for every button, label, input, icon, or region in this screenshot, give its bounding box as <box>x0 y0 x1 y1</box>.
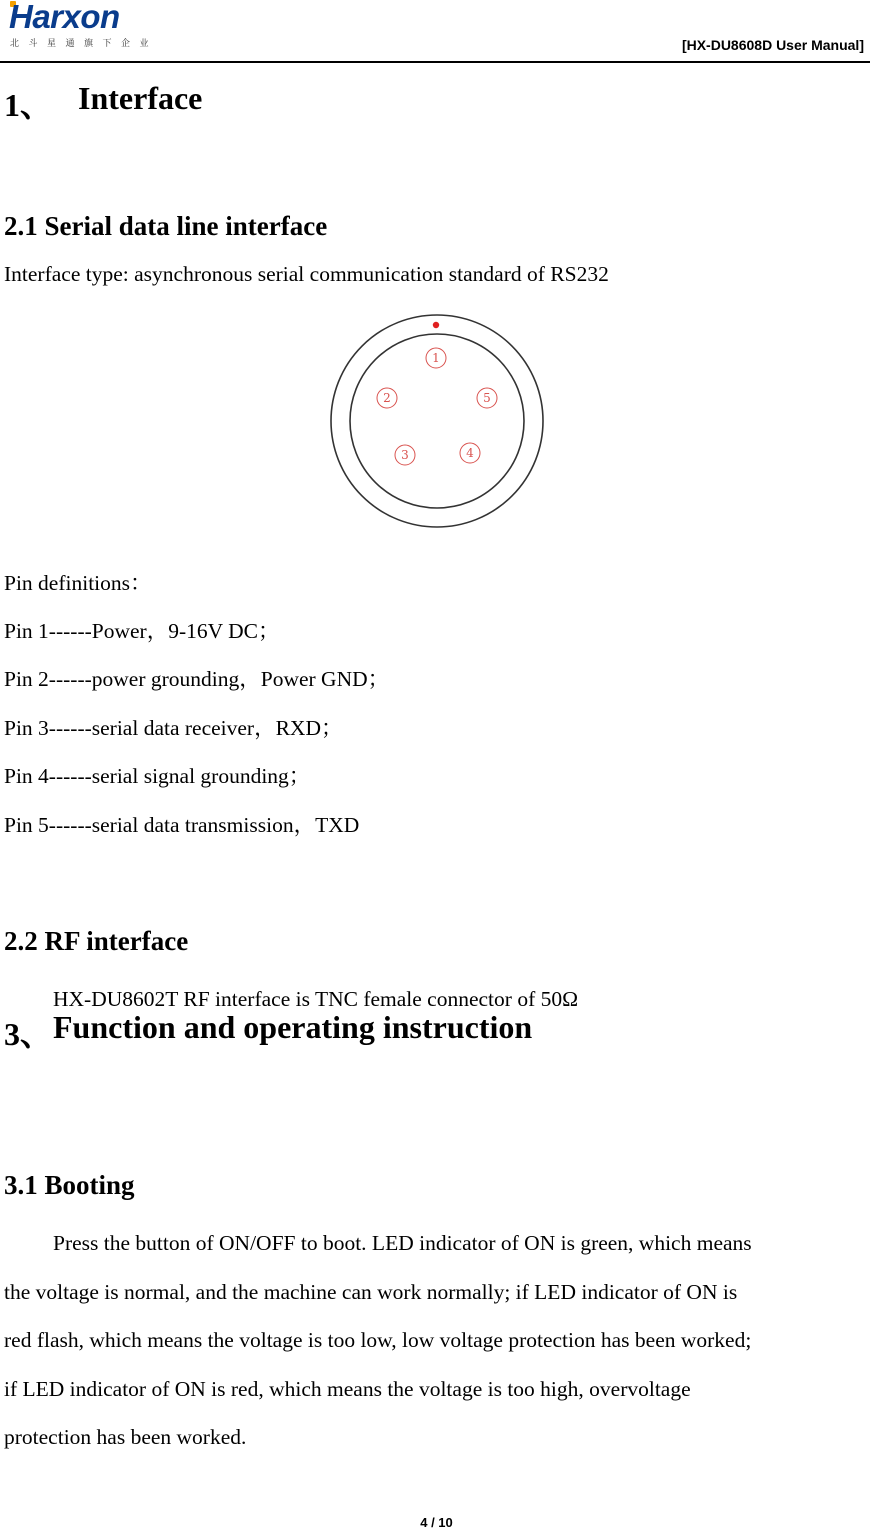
section-2-2-title: 2.2 RF interface <box>4 926 189 956</box>
booting-line-2: the voltage is normal, and the machine can work normally; if LED indicator of ON is <box>4 1280 738 1304</box>
page-number: 4 / 10 <box>420 1515 453 1530</box>
pin-5-definition: Pin 5------serial data transmission，TXD <box>4 813 360 837</box>
logo-name: Harxon <box>9 0 120 35</box>
pin-4-label: 4 <box>466 446 474 460</box>
interface-type-text: Interface type: asynchronous serial communication standard of RS232 <box>4 262 609 286</box>
pin-1-definition: Pin 1------Power，9-16V DC； <box>4 619 280 643</box>
pin-2-definition: Pin 2------power grounding，Power GND； <box>4 667 390 691</box>
header-divider <box>0 61 870 63</box>
connector-key-dot <box>433 322 439 328</box>
section-3-title: Function and operating instruction <box>53 1009 533 1045</box>
booting-line-5: protection has been worked. <box>4 1425 247 1449</box>
pin-1-label: 1 <box>432 351 440 365</box>
booting-line-3: red flash, which means the voltage is too low, low voltage protection has been worked; <box>4 1328 752 1352</box>
section-2-1-title: 2.1 Serial data line interface <box>4 211 328 241</box>
section-1-number: 1、 <box>4 87 53 123</box>
connector-outer-ring <box>331 315 543 527</box>
booting-line-1: Press the button of ON/OFF to boot. LED indicator of ON is green, which means <box>53 1231 752 1255</box>
logo-tagline: 北斗星通旗下企业 <box>10 39 159 49</box>
pin-3-definition: Pin 3------serial data receiver，RXD； <box>4 716 343 740</box>
manual-title: [HX-DU8608D User Manual] <box>681 37 864 53</box>
pin-5-label: 5 <box>483 391 491 405</box>
pin-3-label: 3 <box>401 448 409 462</box>
pin-2-label: 2 <box>383 391 391 405</box>
connector-pinout-diagram <box>328 312 546 530</box>
section-3-number: 3、 <box>4 1016 53 1052</box>
pin-4-definition: Pin 4------serial signal grounding； <box>4 764 311 788</box>
booting-line-4: if LED indicator of ON is red, which means the voltage is too high, overvoltage <box>4 1377 691 1401</box>
connector-svg <box>328 312 546 530</box>
harxon-logo <box>7 0 159 52</box>
section-3-1-title: 3.1 Booting <box>4 1170 135 1200</box>
pin-definitions-heading: Pin definitions： <box>4 571 152 595</box>
rf-interface-text: HX-DU8602T RF interface is TNC female connector of 50Ω <box>53 987 579 1011</box>
section-1-title: Interface <box>78 80 203 116</box>
